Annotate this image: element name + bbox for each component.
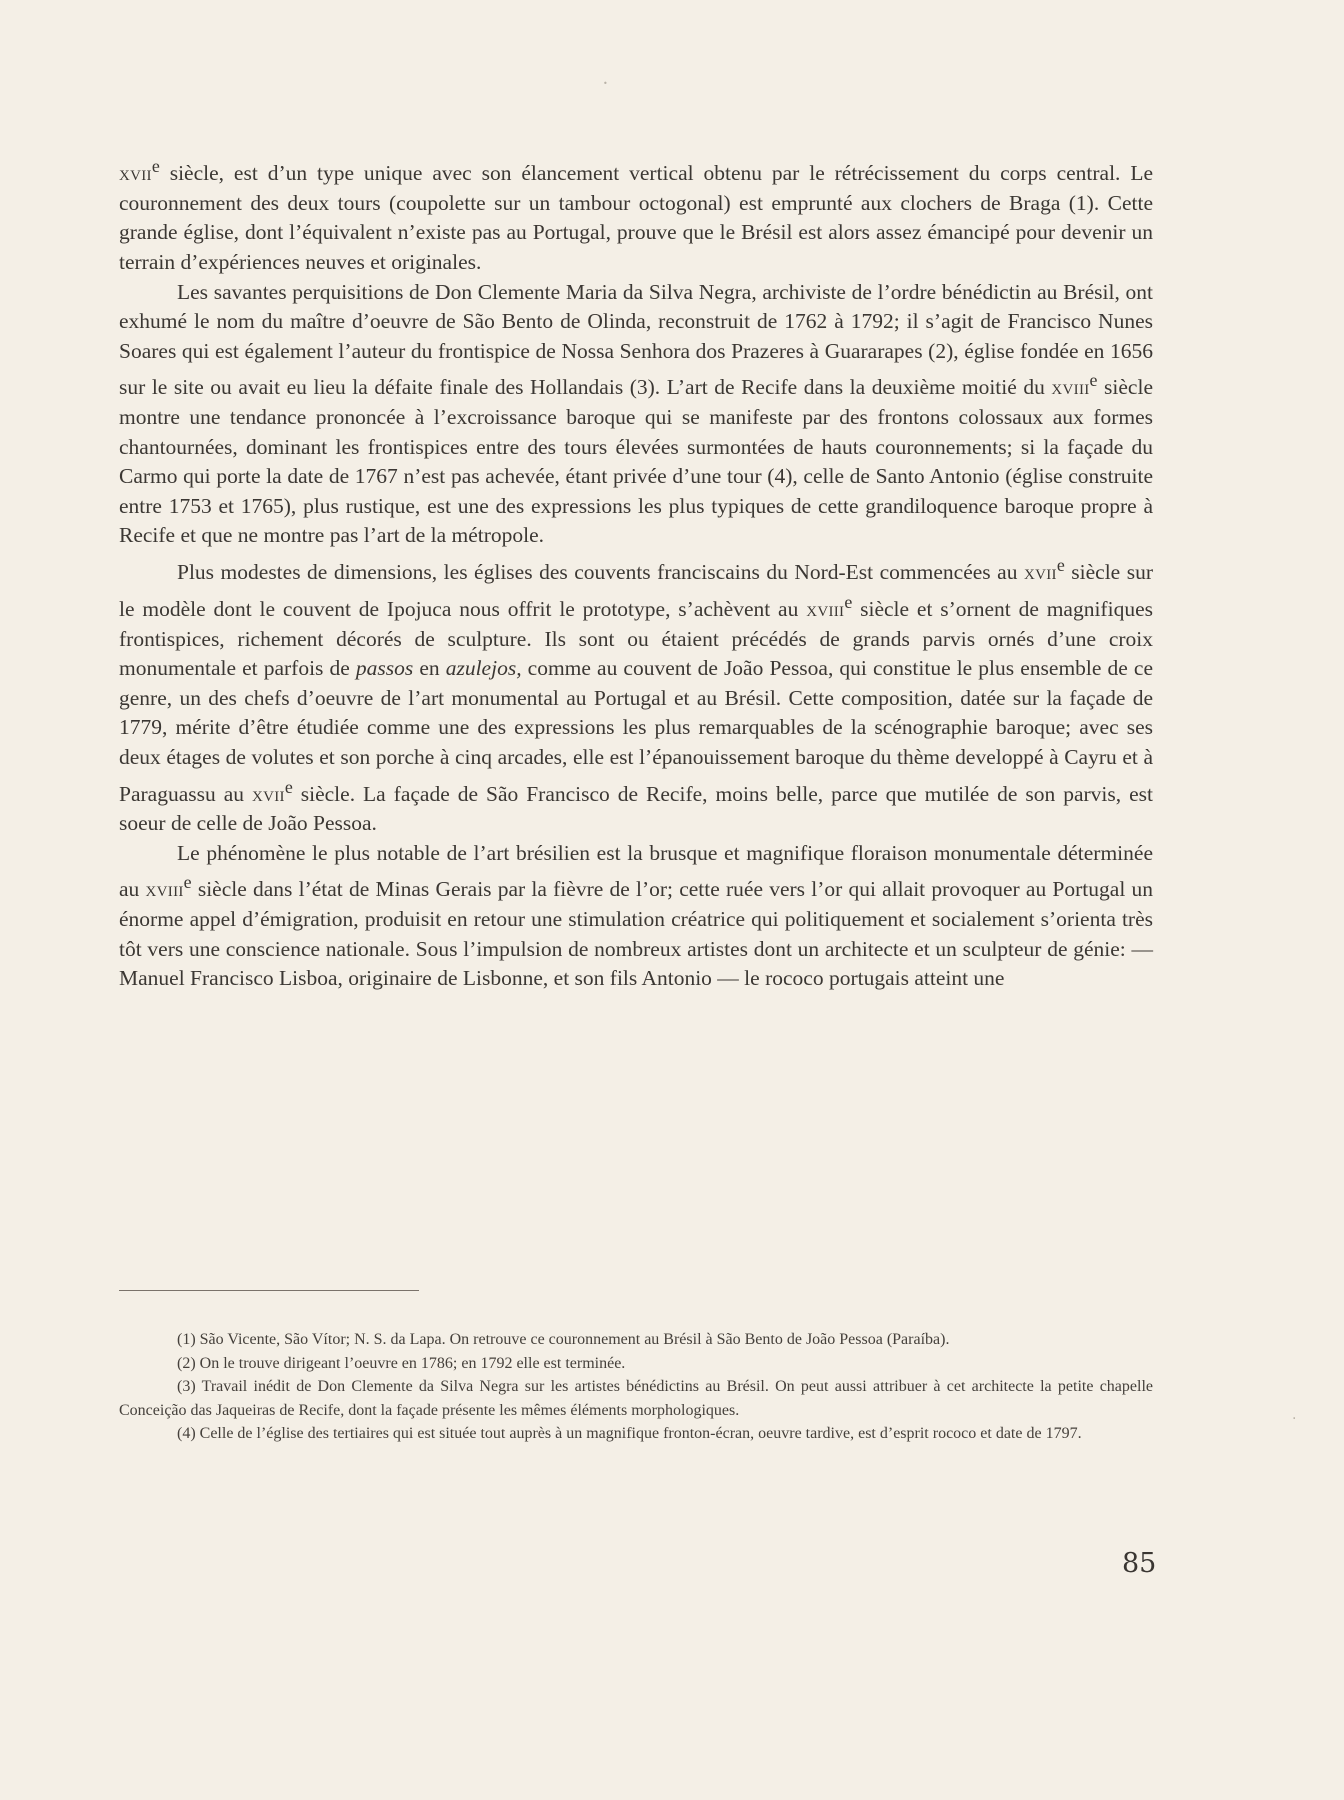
italic-term: passos	[355, 656, 414, 681]
text-run: siècle. La façade de São Francisco de Recife, moins belle, parce que mutilée de son parvis, est soeur de celle de João Pessoa.	[119, 781, 1153, 836]
footnote-2: (2) On le trouve dirigeant l’oeuvre en 1786; en 1792 elle est terminée.	[177, 1354, 626, 1372]
superscript-e: e	[284, 776, 293, 797]
century-numeral: xviii	[145, 877, 184, 902]
footnote-1: (1) São Vicente, São Vítor; N. S. da Lapa. On retrouve ce couronnement au Brésil à São Bento de João Pessoa (Paraíba).	[177, 1331, 950, 1348]
century-numeral: xviii	[806, 596, 845, 621]
century-numeral: xvii	[251, 781, 285, 806]
text-run: en	[413, 656, 446, 681]
text-run: siècle et s’ornent de magnifiques frontispices, richement décorés de sculpture. Ils sont ou étaient précédés de grands parvis ornés d’une croix monumentale et parfois de	[119, 596, 1153, 681]
paragraph-3	[119, 551, 1153, 839]
superscript-e: e	[1056, 555, 1065, 576]
paragraph-1	[119, 152, 1153, 278]
footnote-separator	[119, 1290, 419, 1291]
stray-mark-right: ·	[1292, 1411, 1297, 1427]
text-run: siècle dans l’état de Minas Gerais par la fièvre de l’or; cette ruée vers l’or qui allait provoquer au Portugal un énorme appel d’émigration, produisit en retour une stimulation créatrice qui politiquement et socialement s’orienta très tôt vers une conscience nationale. Sous l’impulsion de nombreux artistes dont un architecte et un sculpteur de génie: — Manuel Francisco Lisboa, originaire de Lisbonne, et son fils Antonio — le rococo portugais atteint une	[119, 877, 1153, 991]
superscript-e: e	[151, 156, 160, 176]
century-numeral: xviii	[1051, 375, 1090, 400]
text-run: Plus modestes de dimensions, les églises des couvents franciscains du Nord-Est commencées au	[177, 560, 1024, 585]
century-numeral: xvii	[1023, 560, 1057, 585]
century-numeral: xvii	[119, 161, 152, 186]
text-run: siècle sur le modèle dont le couvent de Ipojuca nous offrit le prototype, s’achèvent au	[119, 560, 1153, 621]
italic-term: azulejos,	[445, 656, 522, 681]
text-run: Le phénomène le plus notable de l’art brésilien est la brusque et magnifique floraison monumentale déterminée au	[119, 840, 1153, 902]
footnotes	[119, 1328, 1153, 1446]
main-text	[119, 152, 1153, 994]
text-run: siècle montre une tendance prononcée à l’excroissance baroque qui se manifeste par des frontons colossaux aux formes chantournées, dominant les frontispices entre des tours élevées surmontées de hauts couronnements; si la façade du Carmo qui porte la date de 1767 n’est pas achevée, étant privée d’une tour (4), celle de Santo Antonio (église construite entre 1753 et 1765), plus rustique, est une des expressions les plus typiques de cette grandiloquence baroque propre à Recife et que ne montre pas l’art de la métropole.	[119, 375, 1153, 548]
stray-mark-top: •	[603, 79, 608, 88]
paragraph-2	[119, 278, 1153, 552]
footnote-3: (3) Travail inédit de Don Clemente da Silva Negra sur les artistes bénédictins au Brésil. On peut aussi attribuer à cet architecte la petite chapelle Conceição das Jaqueiras de Recife, dont la façade présente les mêmes éléments morphologiques.	[119, 1378, 1153, 1419]
page-number: 85	[1122, 1548, 1157, 1579]
superscript-e: e	[1089, 370, 1098, 391]
text-run: comme au couvent de João Pessoa, qui constitue le plus ensemble de ce genre, un des chefs d’oeuvre de l’art monumental au Portugal et au Brésil. Cette composition, datée sur la façade de 1779, mérite d’être étudiée comme une des expressions les plus remarquables de la scénographie baroque; avec ses deux étages de volutes et son porche à cinq arcades, elle est l’épanouissement baroque du thème developpé à Cayru et à Paraguassu au	[119, 656, 1153, 806]
paragraph-4	[119, 839, 1153, 994]
text-run: Les savantes perquisitions de Don Clemente Maria da Silva Negra, archiviste de l’ordre bénédictin au Brésil, ont exhumé le nom du maître d’oeuvre de São Bento de Olinda, reconstruit de 1762 à 1792; il s’agit de Francisco Nunes Soares qui est également l’auteur du frontispice de Nossa Senhora dos Prazeres à Guararapes (2), église fondée en 1656 sur le site ou avait eu lieu la défaite finale des Hollandais (3). L’art de Recife dans la deuxième moitié du	[119, 279, 1153, 400]
superscript-e: e	[844, 591, 853, 612]
footnote-4: (4) Celle de l’église des tertiaires qui est située tout auprès à un magnifique fronton-écran, oeuvre tardive, est d’esprit rococo et date de 1797.	[177, 1425, 1082, 1443]
superscript-e: e	[183, 872, 192, 893]
text-run: siècle, est d’un type unique avec son élancement vertical obtenu par le rétrécissement du corps central. Le couronnement des deux tours (coupolette sur un tambour octogonal) est emprunté aux clochers de Braga (1). Cette grande église, dont l’équivalent n’existe pas au Portugal, prouve que le Brésil est alors assez émancipé pour devenir un terrain d’expériences neuves et originales.	[119, 161, 1153, 274]
